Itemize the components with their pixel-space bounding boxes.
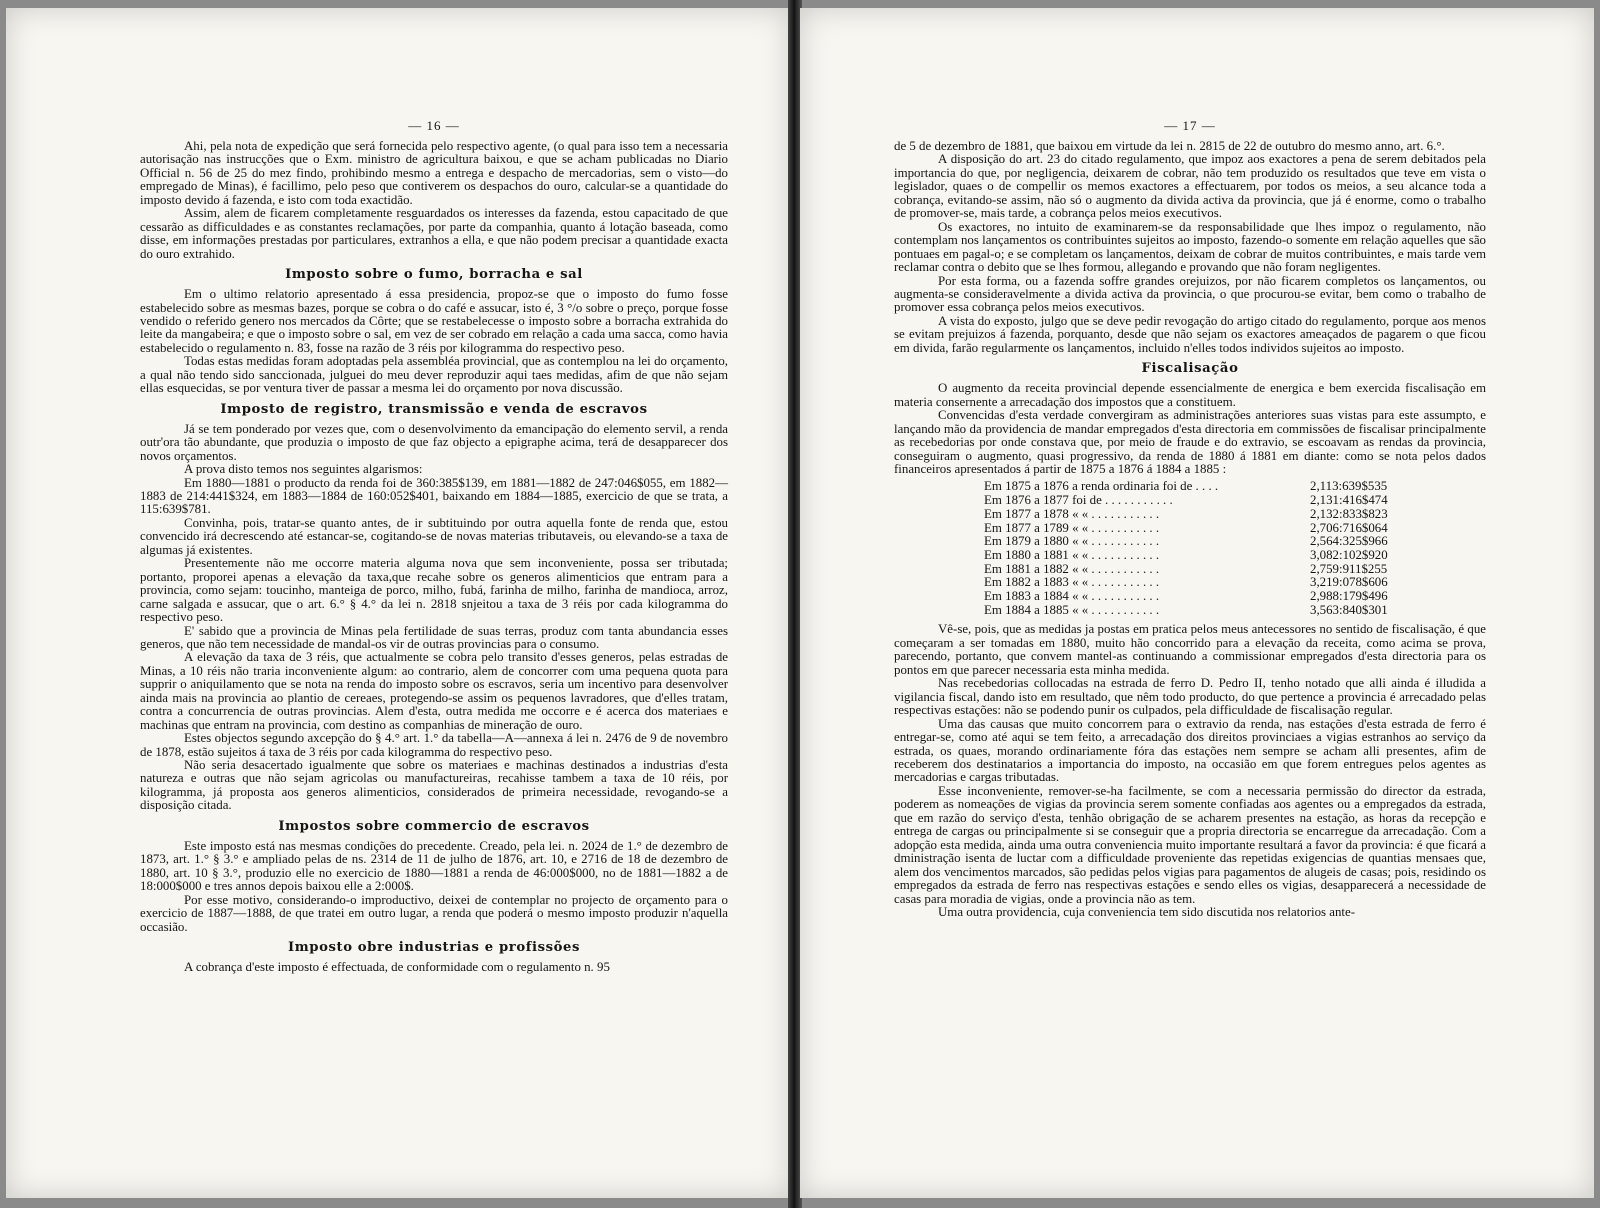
table-cell-amount: 2,564:325$966 (1310, 534, 1388, 549)
paragraph: Nas recebedorias collocadas na estrada de ferro D. Pedro II, tenho notado que alli ainda é illudida a vigilancia fiscal, dando isto em resultado, que nêm todo producto, do que pertence a provincia é arrecadado pelas respectivas estações: não se podendo punir os culpados, pela difficuldade de fiscalisação regular. (894, 676, 1486, 718)
page-number: — 16 — (408, 118, 460, 133)
right-page (800, 8, 1594, 1198)
table-cell-amount: 2,759:911$255 (1310, 561, 1388, 576)
paragraph: Uma outra providencia, cuja conveniencia tem sido discutida nos relatorios ante- (938, 904, 1356, 919)
section-heading: Impostos sobre commercio de escravos (278, 818, 590, 834)
table-row (984, 522, 1388, 536)
table-row (984, 563, 1388, 577)
paragraph: Assim, alem de ficarem completamente resguardados os interesses da fazenda, estou capacitado de que cessarão as difficuldades e as constantes reclamações, por parte da companhia, quanto á lotação baseada, como disse, em informações prestadas por particulares, extranhos a ella, e que não podem precisar a quantidade exacta do ouro extrahido. (140, 206, 728, 261)
paragraph: Todas estas medidas foram adoptadas pela assembléa provincial, que as contemplou na lei do orçamento, a qual não tendo sido sanccionada, julguei do meu dever reproduzir aqui taes medidas, afim de que não sejam ellas esquecidas, se por ventura tiver de passar a mesma lei do orçamento por nova discussão. (140, 354, 728, 396)
table-cell-period: Em 1883 a 1884 « « . . . . . . . . . . . (984, 589, 1160, 604)
paragraph: Em 1880—1881 o producto da renda foi de 360:385$139, em 1881—1882 de 247:046$055, em 1882—1883 de 214:441$324, em 1883—1884 de 160:052$401, baixando em 1884—1885, exercicio de que se trata, a 115:639$781. (140, 475, 728, 517)
paragraph: Em o ultimo relatorio apresentado á essa presidencia, propoz-se que o imposto do fumo fosse estabelecido sobre as mesmas bazes, porque se cobra o do café e assucar, isto é, 3 °/o sobre o preço, porque fosse vendido o referido genero nos mercados da Côrte; que se restabelecesse o imposto sobre a borracha extrahida do leite da mangabeira; e que o imposto sobre o sal, em vez de ser cobrado em relação a cada uma sacca, como havia estabelecido o regulamento n. 83, fosse na razão de 3 réis por kilogramma do respectivo peso. (140, 287, 728, 355)
paragraph: Convinha, pois, tratar-se quanto antes, de ir subtituindo por outra aquella fonte de renda que, estou convencido irá decrescendo até estancar-se, cogitando-se de novas materias tributaveis, ou elevando-se a taxa de algumas já existentes. (140, 515, 728, 557)
table-cell-period: Em 1882 a 1883 « « . . . . . . . . . . . (984, 575, 1160, 590)
paragraph: A elevação da taxa de 3 réis, que actualmente se cobra pelo transito d'esses generos, pelas estradas de Minas, a 10 réis não traria inconveniente algum: ao contrario, alem de concorrer com uma pequena quota para supprir o aniquilamento que se nota na renda do imposto sobre os escravos, seria um incentivo para desenvolver ainda mais na provincia ao plantio de cereaes, protegendo-se assim os pequenos lavradores, que d'elles tratam, contra a concurrencia de outras provincias. Alem d'esta, outra medida me occorre e é acerca dos materiaes e machinas que entram na provincia, com destino as companhias de mineração de ouro. (140, 650, 728, 732)
table-row (984, 549, 1388, 563)
table-cell-amount: 3,219:078$606 (1310, 575, 1388, 590)
table-cell-amount: 2,988:179$496 (1310, 589, 1388, 604)
paragraph: Este imposto está nas mesmas condições do precedente. Creado, pela lei. n. 2024 de 1.° de dezembro de 1873, art. 1.° § 3.° e ampliado pelas de ns. 2314 de 11 de julho de 1876, art. 10, e 2716 de 18 de dezembro de 1880, art. 10 § 3.°, produzio elle no exercicio de 1880—1881 a renda de 46:000$000, no de 1881—1882 a de 18:000$000 e tres annos depois baixou elle a 2:000$. (140, 838, 728, 894)
left-page-text-column (140, 118, 728, 974)
table-cell-amount: 2,131:416$474 (1310, 493, 1388, 508)
table-cell-period: Em 1879 a 1880 « « . . . . . . . . . . . (984, 534, 1160, 549)
paragraph: Ahi, pela nota de expedição que será fornecida pelo respectivo agente, (o qual para isso tem a necessaria autorisação nas instrucções que o Exm. ministro de agricultura baixou, e que se acham publicadas no Diario Official n. 56 de 25 do mez findo, prohibindo mesmo a entrega e despacho de mercadorias, sem o visto—do empregado de Minas), é facillimo, pelo peso que contiverem os despachos do ouro, calcular-se a quantidade do imposto devido á fazenda, e isto com toda exactidão. (140, 139, 728, 207)
right-page-text-column (894, 118, 1486, 919)
section-heading: Imposto de registro, transmissão e venda de escravos (220, 401, 648, 417)
paragraph: Por esse motivo, considerando-o improductivo, deixei de contemplar no projecto de orçamento para o exercicio de 1887—1888, de que tratei em outro lugar, a renda que poderá o mesmo imposto produzir n'aquella occasião. (140, 892, 728, 934)
table-cell-period: Em 1875 a 1876 a renda ordinaria foi de . . . . (984, 479, 1219, 494)
table-cell-period: Em 1881 a 1882 « « . . . . . . . . . . . (984, 561, 1160, 576)
table-row (984, 494, 1388, 508)
paragraph: Esse inconveniente, remover-se-ha facilmente, se com a necessaria permissão do director da estrada, poderem as nomeações de vigias da provincia serem somente confiadas aos agentes ou a empregados da estrada, que em razão do serviço d'esta, tenhão obrigação de se acharem presentes na estação, as horas da recepção e entrega de cargas ou principalmente si se conseguir que a propria directoria se encarregue da arrecadação. Com a adopção esta medida, ainda uma outra conveniencia muito importante resultará a favor da provincia: é que ficará a dministração isenta de luctar com a difficuldade proveniente das repetidas exigencias de quantias mensaes que, alem dos vencimentos marcados, são pedidas pelos vigias para pagamentos de alugeis de casas; pois, residindo os empregados da estrada de ferro nas respectivas estações e sendo elles os vigias, desapparecerá a necessidade de casas para moradia de vigias, onde a provincia não as tem. (894, 783, 1486, 906)
paragraph: Vê-se, pois, que as medidas ja postas em pratica pelos meus antecessores no sentido de fiscalisação, é que começaram a ser tomadas em 1880, muito hão concorrido para a elevação da receita, como acima se prova, parecendo, portanto, que convem mantel-as continuando a commissionar empregados d'esta directoria para os pontos em que parecer necessaria esta minha medida. (894, 622, 1486, 677)
table-cell-amount: 2,706:716$064 (1310, 520, 1388, 535)
table-cell-period: Em 1877 a 1878 « « . . . . . . . . . . . (984, 506, 1160, 521)
paragraph: E' sabido que a provincia de Minas pela fertilidade de suas terras, produz com tanta abundancia esses generos, que não tem necessidade de mandal-os vir de outras provincias para o consumo. (140, 623, 728, 651)
table-row (984, 508, 1388, 522)
paragraph: A cobrança d'este imposto é effectuada, de conformidade com o regulamento n. 95 (184, 960, 610, 975)
paragraph: Estes objectos segundo axcepção do § 4.° art. 1.° da tabella—A—annexa á lei n. 2476 de 9 de novembro de 1878, estão sujeitos á taxa de 3 réis por cada kilogramma do respectivo peso. (140, 731, 728, 759)
table-cell-amount: 2,132:833$823 (1310, 506, 1388, 521)
table-cell-amount: 3,563:840$301 (1310, 602, 1388, 617)
paragraph: Os exactores, no intuito de examinarem-se da responsabilidade que lhes impoz o regulamento, não contemplam nos lançamentos os contribuintes sujeitos ao imposto, fazendo-o somente em relação aquelles que são pontuaes em pagal-o; e se completam os lançamentos, deixam de cobrar de muitos contribuintes, e mais tarde vem reclamar contra o debito que se lhes formou, allegando e provando que não foram negligentes. (894, 219, 1486, 275)
table-cell-amount: 3,082:102$920 (1310, 547, 1388, 562)
paragraph: Não seria desacertado igualmente que sobre os materiaes e machinas destinados a industrias d'esta natureza e outras que não sejam agricolas ou manufactureiras, recahisse tambem a taxa de 10 réis, por kilogramma, já proposta aos generos alimenticios, considerados de primeira necessidade, revogando-se a disposição citada. (140, 758, 728, 813)
paragraph: Já se tem ponderado por vezes que, com o desenvolvimento da emancipação do elemento servil, a renda outr'ora tão abundante, que produzia o imposto de que faz objecto a epigraphe acima, terá de desapparecer dos novos orçamentos. (140, 421, 728, 463)
table-row (984, 576, 1388, 590)
paragraph: de 5 de dezembro de 1881, que baixou em virtude da lei n. 2815 de 22 de outubro do mesmo anno, art. 6.°. (894, 139, 1445, 153)
table-row (984, 604, 1388, 618)
paragraph: Convencidas d'esta verdade convergiram as administrações anteriores suas vistas para este assumpto, e lançando mão da providencia de mandar empregados d'esta directoria em commissões de fiscalisar principalmente as recebedorias por onde constava que, por meio de fraude e do extravio, se escoavam as rendas da provincia, conseguiram o augmento, quasi progressivo, da renda de 1880 á 1881 em diante: como se nota pelos dados financeiros apresentados á partir de 1875 a 1876 á 1884 a 1885 : (894, 408, 1486, 476)
section-heading: Imposto sobre o fumo, borracha e sal (285, 267, 583, 283)
left-page (6, 8, 790, 1198)
table-cell-period: Em 1876 a 1877 foi de . . . . . . . . . . . (984, 493, 1173, 508)
table-cell-period: Em 1880 a 1881 « « . . . . . . . . . . . (984, 547, 1160, 562)
paragraph: Uma das causas que muito concorrem para o extravio da renda, nas estações d'esta estrada de ferro é entregar-se, como até aqui se tem feito, a arrecadação dos direitos provinciaes a vigias estranhos ao serviço da estrada, os quaes, morando ordinariamente fóra das estações nem sempre se acham alli presentes, afim de receberem dos destinatarios a importancia do imposto, na occasião em que forem entregues pelos agentes as mercadorias e cargas tributadas. (894, 716, 1486, 785)
section-heading: Imposto obre industrias e profissões (287, 940, 581, 956)
table-cell-period: Em 1877 a 1789 « « . . . . . . . . . . . (984, 520, 1160, 535)
paragraph: O augmento da receita provincial depende essencialmente de energica e bem exercida fiscalisação em materia consernente a arrecadação dos impostos que a constituem. (894, 381, 1486, 409)
table-row (984, 590, 1388, 604)
table-row (984, 535, 1388, 549)
paragraph: Por esta forma, ou a fazenda soffre grandes orejuizos, por não ficarem completos os lançamentos, ou augmenta-se consideravelmente a divida activa da provincia, o que procurou-se evitar, bem como o trabalho de promover essa cobrança pelos meios executivos. (894, 273, 1486, 315)
revenue-table (984, 480, 1388, 617)
table-cell-amount: 2,113:639$535 (1310, 479, 1388, 494)
paragraph: A prova disto temos nos seguintes algarismos: (184, 462, 423, 477)
paragraph: A vista do exposto, julgo que se deve pedir revogação do artigo citado do regulamento, porque aos menos se evitam prejuizos á fazenda, porquanto, desde que não sejam os exactores ameaçados de pagarem o que ficou em divida, farão regularmente os lançamentos, incluido n'elles todos individos sujeitos ao imposto. (894, 313, 1486, 355)
section-heading: Fiscalisação (1141, 361, 1239, 377)
page-number: — 17 — (1164, 118, 1216, 133)
table-row (984, 480, 1388, 494)
table-cell-period: Em 1884 a 1885 « « . . . . . . . . . . . (984, 602, 1160, 617)
paragraph: Presentemente não me occorre materia alguma nova que sem inconveniente, possa ser tributada; portanto, proporei apenas a elevação da taxa,que recahe sobre os generos alimenticios que entram para a provincia, como sejam: toucinho, manteiga de porco, milho, fubá, farinha de milho, farinha de mandioca, arroz, carne salgada e assucar, que o art. 6.° § 4.° da lei n. 2818 snjeitou a taxa de 3 réis por cada kilogramma do respectivo peso. (140, 556, 728, 625)
paragraph: A disposição do art. 23 do citado regulamento, que impoz aos exactores a pena de serem debitados pela importancia do que, por negligencia, deixarem de cobrar, não tem produzido os resultados que teve em vista o legislador, quaes o de compellir os memos exactores a effectuarem, por todos os meios, a seu alcance toda a cobrança, evitando-se assim, não só o augmento da divida activa da provincia, que já é enorme, como o trabalho de promover-se, mais tarde, a cobrança pelos meios executivos. (894, 152, 1486, 221)
